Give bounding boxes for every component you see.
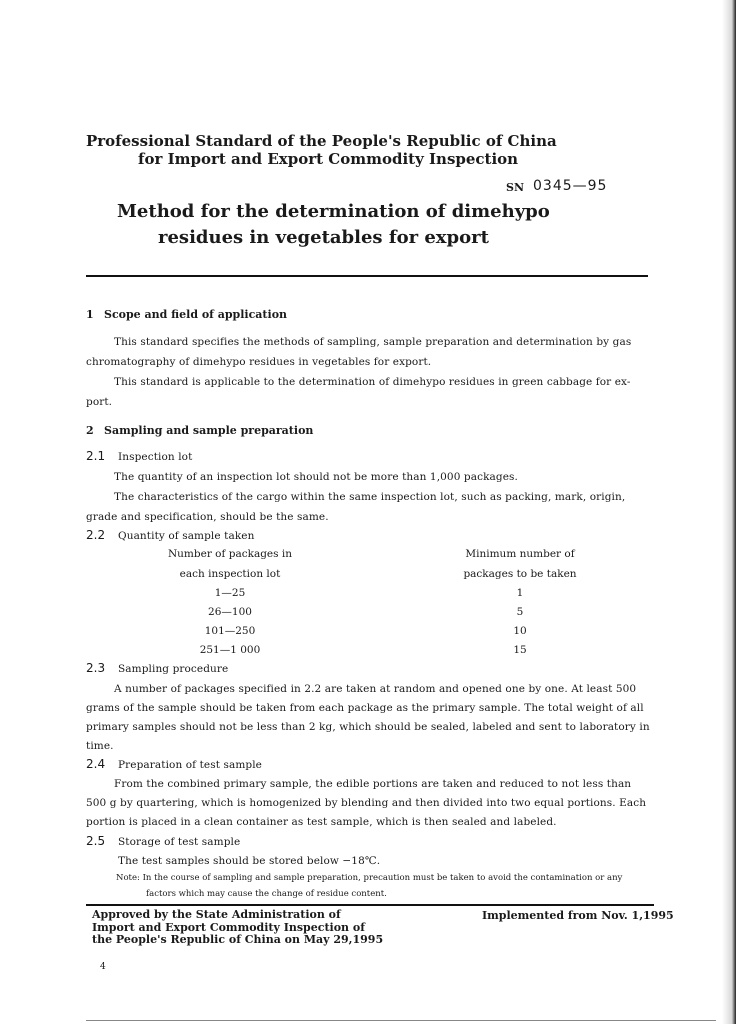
table-cell-taken: 15 [513,644,527,656]
standard-code-prefix: SN [506,181,524,194]
scan-bottom-edge [86,1020,716,1021]
approval-line: the People's Republic of China on May 29,1995 [92,933,384,946]
table-cell-lot: 1—25 [214,587,246,599]
section-2-number: 2 [86,424,94,437]
scan-edge-shadow [722,0,736,1024]
section-1-text-line: chromatography of dimehypo residues in vegetables for export. [86,356,432,368]
section-2-1-text-line: grade and specification, should be the same. [86,511,329,523]
section-2-4-text-line: portion is placed in a clean container as test sample, which is then sealed and labeled. [86,816,557,828]
table-header-taken-2: packages to be taken [463,568,577,580]
section-1-text-line: port. [86,396,113,408]
table-cell-taken: 1 [516,587,524,599]
section-2-1-number: 2.1 [86,449,106,463]
section-2-5-number: 2.5 [86,834,106,848]
section-1-text-line: This standard specifies the methods of sampling, sample preparation and determination by gas [114,336,632,348]
section-2-4-text-line: From the combined primary sample, the edible portions are taken and reduced to not less than [114,778,632,790]
section-2-3-heading: Sampling procedure [118,663,229,675]
table-header-taken-1: Minimum number of [465,548,575,560]
section-2-3-text-line: grams of the sample should be taken from each package as the primary sample. The total weight of all [86,702,644,714]
note-line: factors which may cause the change of residue content. [146,889,387,899]
section-2-1-heading: Inspection lot [118,451,193,463]
section-2-4-text-line: 500 g by quartering, which is homogenized by blending and then divided into two equal portions. Each [86,797,647,809]
section-2-4-heading: Preparation of test sample [118,759,262,771]
section-2-4-number: 2.4 [86,757,106,771]
title-line-1: Method for the determination of dimehypo [117,201,550,222]
section-1-number: 1 [86,308,94,321]
approval-line: Approved by the State Administration of [92,908,341,921]
standard-code: 0345—95 [533,178,608,194]
section-2-heading: Sampling and sample preparation [104,424,314,437]
section-2-3-number: 2.3 [86,661,106,675]
section-2-3-text-line: A number of packages specified in 2.2 are taken at random and opened one by one. At least 500 [114,683,637,695]
section-1-heading: Scope and field of application [104,308,288,321]
note-line: Note: In the course of sampling and sample preparation, precaution must be taken to avoid the contamination or any [116,873,623,883]
table-header-lot-2: each inspection lot [179,568,281,580]
section-2-2-number: 2.2 [86,528,106,542]
approval-block [92,909,383,947]
table-cell-taken: 5 [516,606,524,618]
header-line-1: Professional Standard of the People's Republic of China [86,132,557,150]
page-number: 4 [100,962,106,972]
section-2-5-text-line: The test samples should be stored below −18℃. [118,855,381,867]
section-2-3-text-line: time. [86,740,114,752]
table-cell-lot: 101—250 [204,625,256,637]
table-header-lot-1: Number of packages in [167,548,292,560]
table-cell-lot: 26—100 [208,606,252,618]
title-line-2: residues in vegetables for export [158,227,489,248]
table-cell-taken: 10 [513,625,527,637]
approval-line: Import and Export Commodity Inspection of [92,920,365,934]
section-2-1-text-line: The characteristics of the cargo within the same inspection lot, such as packing, mark, origin, [114,491,626,503]
implemented-date: Implemented from Nov. 1,1995 [482,909,674,922]
section-2-2-heading: Quantity of sample taken [118,530,255,542]
title-rule [86,275,648,277]
table-cell-lot: 251—1 000 [199,644,261,656]
section-1-text-line: This standard is applicable to the determination of dimehypo residues in green cabbage for ex- [114,376,631,388]
header-line-2: for Import and Export Commodity Inspection [138,150,519,168]
section-2-1-text-line: The quantity of an inspection lot should not be more than 1,000 packages. [114,471,518,483]
footer-rule [86,904,654,906]
section-2-5-heading: Storage of test sample [118,836,241,848]
section-2-3-text-line: primary samples should not be less than 2 kg, which should be sealed, labeled and sent to laboratory in [86,721,650,733]
